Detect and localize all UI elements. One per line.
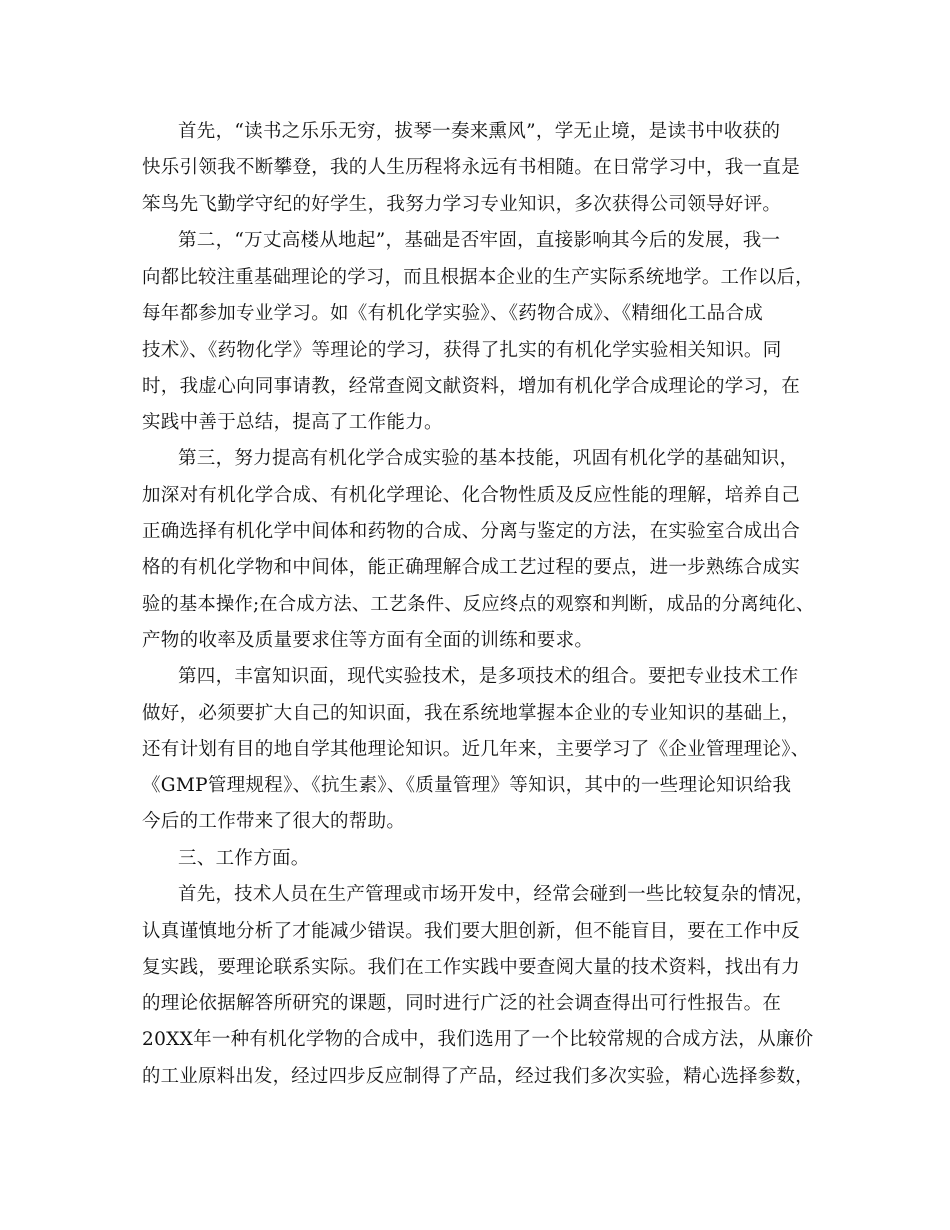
text-line: 《GMP管理规程》、《抗生素》、《质量管理》等知识，其中的一些理论知识给我 [142, 775, 792, 796]
section-heading: 三、工作方面。 [178, 848, 310, 869]
text-line: 复实践，要理论联系实际。我们在工作实践中要查阅大量的技术资料，找出有力 [142, 957, 801, 978]
text-line: 格的有机化学物和中间体，能正确理解合成工艺过程的要点，进一步熟练合成实 [142, 557, 801, 578]
text-line: 实践中善于总结，提高了工作能力。 [142, 412, 443, 433]
text-line: 认真谨慎地分析了才能减少错误。我们要大胆创新，但不能盲目，要在工作中反 [142, 921, 801, 942]
text-line: 快乐引领我不断攀登，我的人生历程将永远有书相随。在日常学习中，我一直是 [142, 157, 801, 178]
text-line: 向都比较注重基础理论的学习，而且根据本企业的生产实际系统地学。工作以后， [142, 267, 814, 288]
text-line: 验的基本操作;在合成方法、工艺条件、反应终点的观察和判断，成品的分离纯化、 [142, 594, 815, 615]
text-line: 每年都参加专业学习。如《有机化学实验》、《药物合成》、《精细化工品合成 [142, 303, 764, 324]
text-line: 的工业原料出发，经过四步反应制得了产品，经过我们多次实验，精心选择参数， [142, 1066, 814, 1087]
text-line: 正确选择有机化学中间体和药物的合成、分离与鉴定的方法，在实验室合成出合 [142, 521, 801, 542]
text-line: 时，我虚心向同事请教，经常查阅文献资料，增加有机化学合成理论的学习，在 [142, 376, 801, 397]
text-line: 首先，“读书之乐乐无穷，拔琴一奏来熏风”，学无止境，是读书中收获的 [178, 121, 781, 142]
text-line: 产物的收率及质量要求住等方面有全面的训练和要求。 [142, 630, 594, 651]
text-line: 第四，丰富知识面，现代实验技术，是多项技术的组合。要把专业技术工作 [178, 666, 799, 687]
text-line: 笨鸟先飞勤学守纪的好学生，我努力学习专业知识，多次获得公司领导好评。 [142, 194, 782, 215]
text-line: 20XX年一种有机化学物的合成中，我们选用了一个比较常规的合成方法，从廉价 [142, 1029, 814, 1050]
text-line: 还有计划有目的地自学其他理论知识。近几年来，主要学习了《企业管理理论》、 [142, 739, 810, 760]
text-line: 今后的工作带来了很大的帮助。 [142, 811, 406, 832]
text-line: 首先，技术人员在生产管理或市场开发中，经常会碰到一些比较复杂的情况， [178, 884, 815, 905]
text-line: 技术》、《药物化学》等理论的学习，获得了扎实的有机化学实验相关知识。同 [142, 340, 782, 361]
text-line: 第二，“万丈高楼从地起”，基础是否牢固，直接影响其今后的发展，我一 [178, 230, 781, 251]
text-line: 加深对有机化学合成、有机化学理论、化合物性质及反应性能的理解，培养自己 [142, 485, 801, 506]
text-line: 的理论依据解答所研究的课题，同时进行广泛的社会调查得出可行性报告。在 [142, 993, 782, 1014]
text-line: 做好，必须要扩大自己的知识面，我在系统地掌握本企业的专业知识的基础上， [142, 703, 801, 724]
text-line: 第三，努力提高有机化学合成实验的基本技能，巩固有机化学的基础知识， [178, 448, 799, 469]
